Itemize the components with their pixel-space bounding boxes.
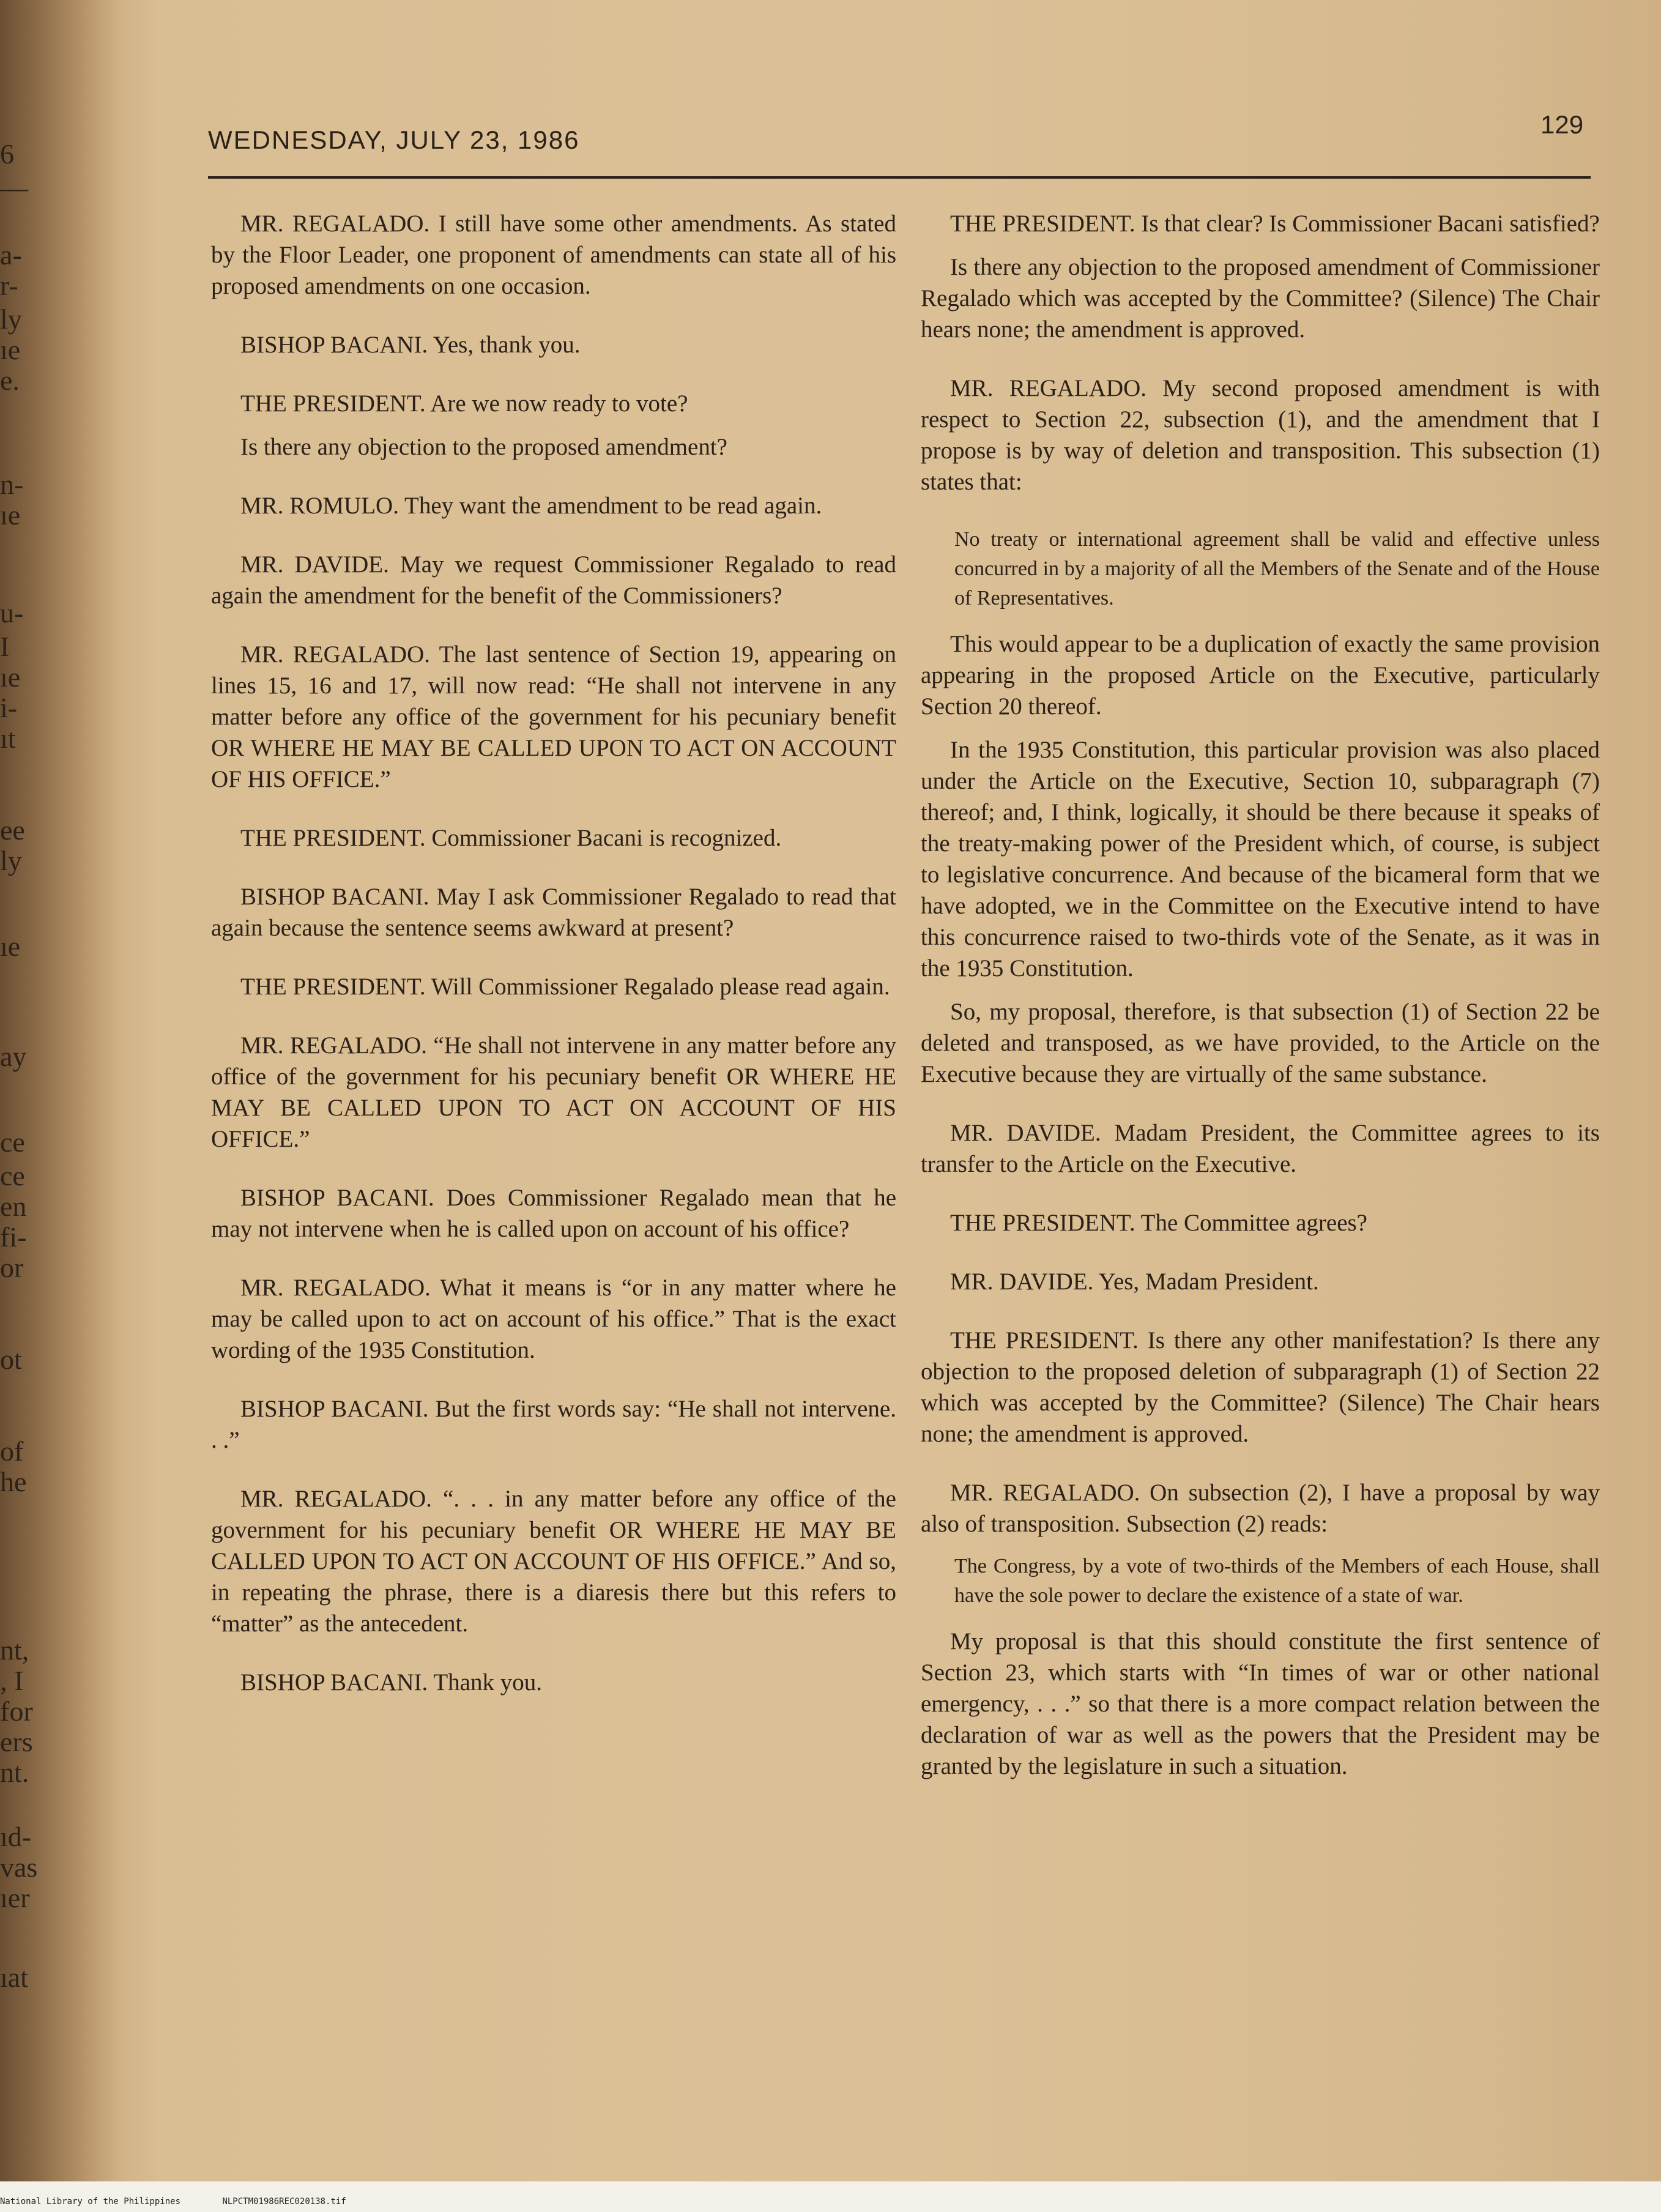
transcript-paragraph: BISHOP BACANI. Yes, thank you. <box>240 332 581 358</box>
previous-page-fragment: ıe <box>0 931 21 962</box>
transcript-paragraph: MR. DAVIDE. May we request Commissioner Regalado to read again the amendment for the benefit of the Commissioners? <box>211 551 896 609</box>
previous-page-fragment: ıe <box>0 499 21 531</box>
transcript-paragraph: THE PRESIDENT. The Committee agrees? <box>950 1210 1367 1236</box>
transcript-paragraph: THE PRESIDENT. Are we now ready to vote? <box>240 390 688 417</box>
transcript-paragraph: BISHOP BACANI. Thank you. <box>240 1669 542 1696</box>
right-column <box>921 208 1600 1809</box>
transcript-paragraph: BISHOP BACANI. Does Commissioner Regalado mean that he may not intervene when he is called upon on account of his office? <box>211 1185 896 1242</box>
transcript-paragraph: MR. REGALADO. “. . . in any matter before any office of the government for his pecuniary benefit OR WHERE HE MAY BE CALLED UPON TO ACT ON ACCOUNT OF HIS OFFICE.” And so, in repeating the phrase, there is a diaresis there but this refers to “matter” as the antecedent. <box>211 1486 896 1637</box>
previous-page-fragment: ay <box>0 1041 27 1072</box>
transcript-paragraph: THE PRESIDENT. Is there any other manifestation? Is there any objection to the proposed deletion of subparagraph (1) of Section 22 which was accepted by the Committee? (Silence) The Chair hears none; the amendment is approved. <box>921 1327 1600 1447</box>
previous-page-fragment: ıat <box>0 1962 28 1993</box>
page-header-date: WEDNESDAY, JULY 23, 1986 <box>208 125 580 154</box>
transcript-paragraph: MR. REGALADO. On subsection (2), I have a proposal by way also of transposition. Subsection (2) reads: <box>921 1480 1600 1537</box>
footer-library: National Library of the Philippines <box>0 2197 181 2206</box>
transcript-paragraph: MR. REGALADO. My second proposed amendment is with respect to Section 22, subsection (1), and the amendment that I propose is by way of deletion and transposition. This subsection (1) states that: <box>921 375 1600 495</box>
previous-page-fragment: ee <box>0 814 25 846</box>
transcript-paragraph: My proposal is that this should constitute the first sentence of Section 23, which starts with “In times of war or other national emergency, . . .” so that there is a more compact relation between the declaration of war as well as the powers that the President may be granted by the legislature in such a situation. <box>921 1628 1600 1779</box>
quoted-provision: No treaty or international agreement shall be valid and effective unless concurred in by a majority of all the Members of the Senate and of the House of Representatives. <box>954 528 1600 609</box>
previous-page-fragment: of <box>0 1436 24 1467</box>
transcript-paragraph: MR. REGALADO. “He shall not intervene in any matter before any office of the government for his pecuniary benefit OR WHERE HE MAY BE CALLED UPON TO ACT ON ACCOUNT OF HIS OFFICE.” <box>211 1032 896 1152</box>
previous-page-fragment: u- <box>0 597 24 628</box>
transcript-paragraph: MR. DAVIDE. Madam President, the Committee agrees to its transfer to the Article on the Executive. <box>921 1120 1600 1177</box>
previous-page-fragment: ıt <box>0 723 16 754</box>
transcript-paragraph: MR. REGALADO. I still have some other amendments. As stated by the Floor Leader, one proponent of amendments can state all of his proposed amendments on one occasion. <box>211 210 896 299</box>
previous-page-fragment: nt. <box>0 1757 29 1788</box>
previous-page-fragment: ıe <box>0 334 21 365</box>
previous-page-fragment: I <box>0 631 10 662</box>
transcript-paragraph: Is there any objection to the proposed amendment? <box>240 434 727 460</box>
previous-page-fragment: i- <box>0 692 18 723</box>
header-rule <box>208 176 1591 179</box>
scan-footer <box>0 2197 383 2206</box>
previous-page-fragment: ers <box>0 1726 33 1757</box>
previous-page-fragment: for <box>0 1696 33 1727</box>
page-number: 129 <box>1540 110 1584 139</box>
previous-page-fragment: ot <box>0 1344 22 1375</box>
previous-page-fragment: fi- <box>0 1221 27 1253</box>
transcript-paragraph: THE PRESIDENT. Commissioner Bacani is recognized. <box>240 825 782 851</box>
previous-page-fragment: vas <box>0 1852 38 1883</box>
transcript-paragraph: THE PRESIDENT. Will Commissioner Regalado please read again. <box>240 974 890 1000</box>
transcript-paragraph: BISHOP BACANI. But the first words say: “He shall not intervene. . .” <box>211 1396 896 1453</box>
footer-file: NLPCTM01986REC020138.tif <box>222 2197 346 2206</box>
transcript-paragraph: MR. REGALADO. The last sentence of Section 19, appearing on lines 15, 16 and 17, will now read: “He shall not intervene in any matter before any office of the government for his pecuniary benefit OR WHERE HE MAY BE CALLED UPON TO ACT ON ACCOUNT OF HIS OFFICE.” <box>211 641 896 792</box>
previous-page-fragment: ce <box>0 1126 25 1158</box>
previous-page-fragment: a- <box>0 239 22 270</box>
previous-page-fragment: ıer <box>0 1882 30 1913</box>
transcript-paragraph: BISHOP BACANI. May I ask Commissioner Regalado to read that again because the sentence seems awkward at present? <box>211 884 896 941</box>
transcript-paragraph: MR. ROMULO. They want the amendment to be read again. <box>240 493 822 519</box>
transcript-paragraph: This would appear to be a duplication of exactly the same provision appearing in the proposed Article on the Executive, particularly Section 20 thereof. <box>921 631 1600 720</box>
previous-page-fragment: r- <box>0 270 18 301</box>
transcript-paragraph: So, my proposal, therefore, is that subsection (1) of Section 22 be deleted and transposed, as we have provided, to the Article on the Executive because they are virtually of the same substance. <box>921 999 1600 1087</box>
previous-page-fragment: — <box>0 172 28 203</box>
transcript-paragraph: Is there any objection to the proposed amendment of Commissioner Regalado which was accepted by the Committee? (Silence) The Chair hears none; the amendment is approved. <box>921 254 1600 343</box>
previous-page-fragment: en <box>0 1191 27 1222</box>
transcript-paragraph: MR. DAVIDE. Yes, Madam President. <box>950 1268 1319 1295</box>
transcript-paragraph: THE PRESIDENT. Is that clear? Is Commissioner Bacani satisfied? <box>950 210 1600 237</box>
previous-page-fragment: ly <box>0 845 22 876</box>
previous-page-fragment: or <box>0 1252 24 1283</box>
quoted-provision: The Congress, by a vote of two-thirds of the Members of each House, shall have the sole power to declare the existence of a state of war. <box>954 1555 1600 1607</box>
transcript-paragraph: In the 1935 Constitution, this particular provision was also placed under the Article on the Executive, Section 10, subparagraph (7) thereof; and, I think, logically, it should be there because it speaks of the treaty-making power of the President which, of course, is subject to legislative concurrence. And because of the bicameral form that we have adopted, we in the Committee on the Executive intend to have this concurrence raised to two-thirds vote of the Senate, as it was in the 1935 Constitution. <box>921 737 1600 981</box>
left-column <box>211 208 896 1726</box>
previous-page-edge <box>0 0 73 2181</box>
previous-page-fragment: ly <box>0 303 22 335</box>
previous-page-fragment: nt, <box>0 1634 29 1666</box>
previous-page-fragment: he <box>0 1466 27 1497</box>
previous-page-fragment: ıd- <box>0 1821 32 1852</box>
previous-page-fragment: e. <box>0 365 20 396</box>
previous-page-fragment: , I <box>0 1665 24 1696</box>
transcript-paragraph: MR. REGALADO. What it means is “or in any matter where he may be called upon to act on account of his office.” That is the exact wording of the 1935 Constitution. <box>211 1275 896 1363</box>
previous-page-fragment: 6 <box>0 138 14 169</box>
previous-page-fragment: ce <box>0 1160 25 1191</box>
previous-page-fragment: ıe <box>0 661 21 693</box>
previous-page-fragment: n- <box>0 469 24 500</box>
